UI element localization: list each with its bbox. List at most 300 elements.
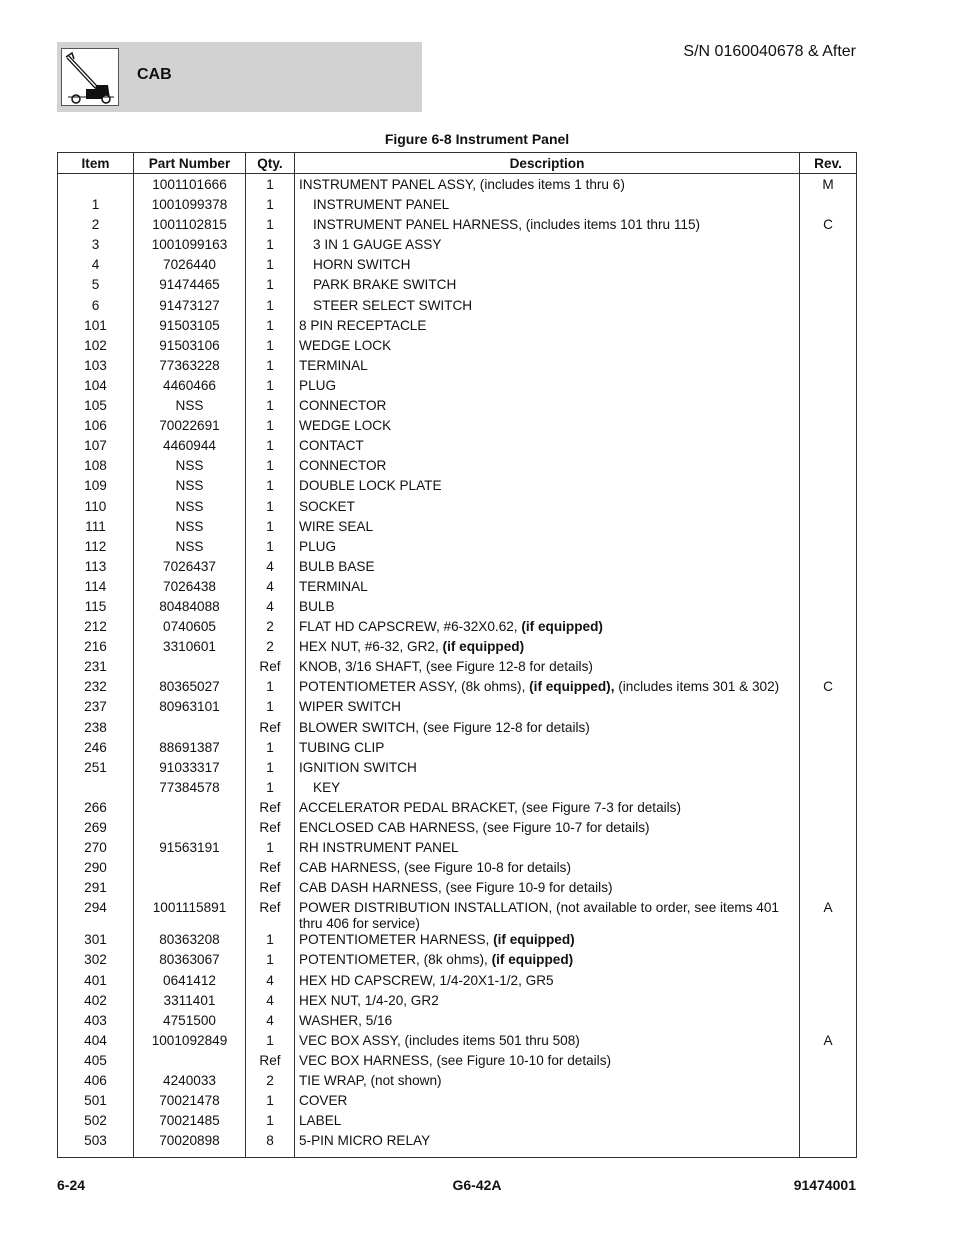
- cell-rev: [800, 458, 857, 478]
- cell-qty: 1: [246, 478, 295, 498]
- cell-qty: 1: [246, 952, 295, 972]
- table-row: [58, 740, 857, 760]
- description-main: HEX NUT, #6-32, GR2,: [299, 639, 443, 655]
- cell-qty: 1: [246, 780, 295, 800]
- cell-item: 105: [58, 398, 134, 418]
- cell-part-number: 1001099378: [134, 197, 246, 217]
- cell-rev: C: [800, 679, 857, 699]
- table-row: [58, 1073, 857, 1093]
- table-row: [58, 760, 857, 780]
- description-main: ENCLOSED CAB HARNESS, (see Figure 10-7 for details): [299, 820, 650, 835]
- table-row: [58, 478, 857, 498]
- cell-item: 290: [58, 860, 134, 880]
- description-text: [299, 318, 426, 333]
- table-row: [58, 378, 857, 398]
- cell-item: 238: [58, 720, 134, 740]
- cell-item: 2: [58, 217, 134, 237]
- cell-part-number: 91503106: [134, 338, 246, 358]
- column-header-rev: Rev.: [800, 153, 857, 174]
- cell-qty: 1: [246, 1033, 295, 1053]
- cell-part-number: 4460466: [134, 378, 246, 398]
- description-text: [299, 358, 368, 373]
- table-row: [58, 1033, 857, 1053]
- cell-item: 1: [58, 197, 134, 217]
- description-text: [299, 539, 336, 554]
- cell-description: [295, 539, 800, 559]
- description-text: [299, 579, 368, 594]
- cell-qty: 1: [246, 840, 295, 860]
- description-text: [299, 1033, 580, 1048]
- cell-item: 503: [58, 1133, 134, 1158]
- description-text: [299, 338, 391, 353]
- cell-part-number: 77384578: [134, 780, 246, 800]
- description-text: [299, 699, 401, 714]
- description-main: TERMINAL: [299, 357, 368, 373]
- table-row: [58, 800, 857, 820]
- description-main: VEC BOX ASSY, (includes items 501 thru 508): [299, 1032, 580, 1048]
- description-text: [299, 740, 384, 755]
- table-row: [58, 1013, 857, 1033]
- table-row: [58, 639, 857, 659]
- cell-qty: 1: [246, 378, 295, 398]
- description-main: TUBING CLIP: [299, 739, 385, 755]
- description-text: [299, 993, 439, 1008]
- cell-qty: 1: [246, 277, 295, 297]
- cell-description: [295, 318, 800, 338]
- description-text: [299, 880, 613, 895]
- cell-rev: A: [800, 1033, 857, 1053]
- cell-qty: 4: [246, 559, 295, 579]
- cell-part-number: 7026440: [134, 257, 246, 277]
- description-main: IGNITION SWITCH: [299, 759, 417, 775]
- cell-qty: 4: [246, 1013, 295, 1033]
- cell-qty: Ref: [246, 800, 295, 820]
- column-header-qty: Qty.: [246, 153, 295, 174]
- cell-rev: [800, 539, 857, 559]
- cell-rev: [800, 579, 857, 599]
- cell-description: [295, 1133, 800, 1158]
- cell-item: 251: [58, 760, 134, 780]
- cell-description: [295, 197, 800, 217]
- cell-qty: 1: [246, 760, 295, 780]
- cell-description: [295, 993, 800, 1013]
- cell-qty: 1: [246, 338, 295, 358]
- description-emphasis: (if equipped): [491, 952, 574, 968]
- description-text: [299, 720, 590, 735]
- description-text: [299, 679, 779, 694]
- cell-rev: [800, 197, 857, 217]
- description-text: [299, 820, 650, 835]
- cell-item: 406: [58, 1073, 134, 1093]
- cell-description: [295, 932, 800, 952]
- cell-item: 110: [58, 499, 134, 519]
- cell-rev: [800, 780, 857, 800]
- cell-part-number: 70022691: [134, 418, 246, 438]
- description-main: KNOB, 3/16 SHAFT, (see Figure 12-8 for details): [299, 659, 593, 675]
- table-row: [58, 257, 857, 277]
- cell-part-number: 1001115891: [134, 900, 246, 932]
- cell-description: [295, 217, 800, 237]
- cell-part-number: 1001102815: [134, 217, 246, 237]
- cell-rev: [800, 973, 857, 993]
- description-text: [299, 559, 375, 574]
- table-row: [58, 519, 857, 539]
- description-main: SOCKET: [299, 498, 355, 514]
- cell-description: [295, 740, 800, 760]
- table-row: [58, 237, 857, 257]
- description-text: [299, 780, 340, 795]
- description-main: POTENTIOMETER, (8k ohms),: [299, 952, 492, 968]
- description-main: INSTRUMENT PANEL HARNESS, (includes items 101 thru 115): [313, 217, 701, 233]
- description-text: [299, 177, 625, 192]
- cell-part-number: 3310601: [134, 639, 246, 659]
- cell-qty: 4: [246, 579, 295, 599]
- cell-item: 101: [58, 318, 134, 338]
- cell-rev: [800, 760, 857, 780]
- cell-part-number: [134, 659, 246, 679]
- cell-description: [295, 820, 800, 840]
- cell-qty: 1: [246, 418, 295, 438]
- description-main: PARK BRAKE SWITCH: [313, 277, 457, 293]
- description-text: [299, 1073, 442, 1088]
- cell-rev: [800, 659, 857, 679]
- description-main: 5-PIN MICRO RELAY: [299, 1133, 431, 1149]
- cell-item: 6: [58, 298, 134, 318]
- description-text: [299, 478, 442, 493]
- cell-part-number: 70021485: [134, 1113, 246, 1133]
- cell-item: 212: [58, 619, 134, 639]
- cell-part-number: 1001099163: [134, 237, 246, 257]
- cell-qty: Ref: [246, 860, 295, 880]
- cell-part-number: 4240033: [134, 1073, 246, 1093]
- cell-rev: [800, 438, 857, 458]
- description-main: KEY: [313, 779, 341, 795]
- description-main: LABEL: [299, 1113, 342, 1129]
- cell-rev: [800, 499, 857, 519]
- cell-item: 403: [58, 1013, 134, 1033]
- cell-description: [295, 1073, 800, 1093]
- cell-qty: 1: [246, 398, 295, 418]
- table-row: [58, 1113, 857, 1133]
- cell-description: [295, 1093, 800, 1113]
- description-emphasis: (if equipped): [493, 932, 575, 948]
- table-row: [58, 277, 857, 297]
- cell-description: [295, 418, 800, 438]
- cell-item: 302: [58, 952, 134, 972]
- description-text: [299, 1093, 347, 1108]
- cell-part-number: NSS: [134, 499, 246, 519]
- cell-qty: Ref: [246, 1053, 295, 1073]
- description-main: TIE WRAP, (not shown): [299, 1073, 442, 1089]
- cell-description: [295, 900, 800, 932]
- cell-item: 114: [58, 579, 134, 599]
- cell-qty: 2: [246, 639, 295, 659]
- cell-qty: 1: [246, 174, 295, 198]
- cell-qty: Ref: [246, 880, 295, 900]
- table-row: [58, 880, 857, 900]
- table-row: [58, 358, 857, 378]
- table-row: [58, 499, 857, 519]
- cell-description: [295, 398, 800, 418]
- table-row: [58, 973, 857, 993]
- cell-item: 246: [58, 740, 134, 760]
- description-main: VEC BOX HARNESS, (see Figure 10-10 for details): [299, 1052, 612, 1068]
- cell-rev: A: [800, 900, 857, 932]
- description-main: WEDGE LOCK: [299, 337, 392, 353]
- cell-rev: [800, 559, 857, 579]
- section-title: CAB: [137, 66, 172, 83]
- description-main: STEER SELECT SWITCH: [313, 297, 473, 313]
- table-row: [58, 318, 857, 338]
- cell-rev: [800, 639, 857, 659]
- cell-rev: [800, 1053, 857, 1073]
- description-text: [299, 217, 700, 232]
- cell-description: [295, 619, 800, 639]
- cell-part-number: 91474465: [134, 277, 246, 297]
- cell-rev: M: [800, 174, 857, 198]
- cell-description: [295, 519, 800, 539]
- cell-description: [295, 840, 800, 860]
- cell-description: [295, 780, 800, 800]
- description-emphasis: (if equipped),: [529, 679, 615, 695]
- cell-item: 269: [58, 820, 134, 840]
- cell-part-number: [134, 820, 246, 840]
- table-row: [58, 679, 857, 699]
- cell-rev: [800, 993, 857, 1013]
- description-emphasis: (if equipped): [521, 619, 603, 635]
- description-text: [299, 277, 456, 292]
- cell-part-number: 70021478: [134, 1093, 246, 1113]
- cell-part-number: 91503105: [134, 318, 246, 338]
- table-row: [58, 780, 857, 800]
- cell-rev: [800, 619, 857, 639]
- cell-qty: Ref: [246, 820, 295, 840]
- cell-item: 102: [58, 338, 134, 358]
- cell-item: 115: [58, 599, 134, 619]
- table-row: [58, 197, 857, 217]
- cell-qty: 1: [246, 257, 295, 277]
- cell-part-number: 80963101: [134, 699, 246, 719]
- description-main: HEX NUT, 1/4-20, GR2: [299, 992, 439, 1008]
- cell-qty: 1: [246, 932, 295, 952]
- cell-description: [295, 699, 800, 719]
- table-row: [58, 174, 857, 198]
- cell-item: 106: [58, 418, 134, 438]
- cell-part-number: 4460944: [134, 438, 246, 458]
- description-text: [299, 639, 524, 654]
- cell-item: 270: [58, 840, 134, 860]
- cell-item: 109: [58, 478, 134, 498]
- cell-part-number: 70020898: [134, 1133, 246, 1158]
- cell-description: [295, 478, 800, 498]
- cell-qty: Ref: [246, 900, 295, 932]
- description-text: [299, 860, 571, 875]
- cell-description: [295, 800, 800, 820]
- description-main: PLUG: [299, 538, 337, 554]
- cell-item: 404: [58, 1033, 134, 1053]
- description-text: [299, 298, 472, 313]
- column-header-item: Item: [58, 153, 134, 174]
- cell-item: 402: [58, 993, 134, 1013]
- description-text: [299, 1053, 611, 1068]
- cell-item: [58, 174, 134, 198]
- cell-description: [295, 1033, 800, 1053]
- description-suffix: (includes items 301 & 302): [614, 679, 780, 695]
- cell-part-number: 80365027: [134, 679, 246, 699]
- model-number: G6-42A: [452, 1177, 502, 1193]
- cell-part-number: 91563191: [134, 840, 246, 860]
- cell-part-number: NSS: [134, 458, 246, 478]
- cell-description: [295, 659, 800, 679]
- column-header-part-number: Part Number: [134, 153, 246, 174]
- cell-part-number: 80363208: [134, 932, 246, 952]
- description-main: RH INSTRUMENT PANEL: [299, 840, 459, 856]
- cell-qty: 4: [246, 599, 295, 619]
- cell-qty: 1: [246, 298, 295, 318]
- description-main: 8 PIN RECEPTACLE: [299, 317, 427, 333]
- cell-part-number: [134, 860, 246, 880]
- cell-rev: [800, 478, 857, 498]
- cell-rev: [800, 599, 857, 619]
- cell-rev: [800, 1113, 857, 1133]
- table-row: [58, 599, 857, 619]
- description-text: [299, 458, 386, 473]
- cell-description: [295, 579, 800, 599]
- cell-part-number: 88691387: [134, 740, 246, 760]
- cell-item: 237: [58, 699, 134, 719]
- table-row: [58, 217, 857, 237]
- description-text: [299, 800, 681, 815]
- serial-number-range: S/N 0160040678 & After: [683, 43, 856, 60]
- cell-rev: [800, 1013, 857, 1033]
- cell-item: 231: [58, 659, 134, 679]
- table-header-row: [58, 153, 857, 174]
- description-main: WIPER SWITCH: [299, 699, 401, 715]
- cell-item: 108: [58, 458, 134, 478]
- cell-qty: 1: [246, 1113, 295, 1133]
- description-main: HEX HD CAPSCREW, 1/4-20X1-1/2, GR5: [299, 972, 554, 988]
- cell-description: [295, 880, 800, 900]
- document-number: 91474001: [793, 1177, 856, 1193]
- table-row: [58, 932, 857, 952]
- cell-rev: [800, 1093, 857, 1113]
- cell-rev: [800, 820, 857, 840]
- table-row: [58, 579, 857, 599]
- description-emphasis: (if equipped): [442, 639, 525, 655]
- figure-title: Figure 6-8 Instrument Panel: [384, 131, 570, 147]
- description-text: [299, 659, 593, 674]
- cell-part-number: NSS: [134, 478, 246, 498]
- cell-rev: [800, 880, 857, 900]
- description-main: POWER DISTRIBUTION INSTALLATION, (not available to order, see items 401 thru 406 for service): [299, 900, 779, 932]
- cell-qty: 1: [246, 197, 295, 217]
- cell-qty: 1: [246, 458, 295, 478]
- parts-table-body: [58, 174, 857, 1158]
- cell-description: [295, 1113, 800, 1133]
- description-text: [299, 257, 410, 272]
- table-row: [58, 699, 857, 719]
- cell-rev: [800, 699, 857, 719]
- cell-description: [295, 952, 800, 972]
- cell-item: 107: [58, 438, 134, 458]
- cell-rev: [800, 800, 857, 820]
- cell-item: 294: [58, 900, 134, 932]
- description-main: ACCELERATOR PEDAL BRACKET, (see Figure 7-3 for details): [299, 799, 682, 815]
- description-text: [299, 1133, 430, 1148]
- cell-part-number: [134, 800, 246, 820]
- cell-qty: 1: [246, 679, 295, 699]
- table-row: [58, 458, 857, 478]
- cell-description: [295, 720, 800, 740]
- table-row: [58, 820, 857, 840]
- cell-item: 103: [58, 358, 134, 378]
- cell-item: 104: [58, 378, 134, 398]
- description-text: [299, 438, 364, 453]
- description-text: [299, 418, 391, 433]
- table-row: [58, 659, 857, 679]
- cell-description: [295, 378, 800, 398]
- cell-rev: [800, 378, 857, 398]
- parts-table: [57, 152, 857, 1158]
- cell-rev: [800, 720, 857, 740]
- cell-item: 405: [58, 1053, 134, 1073]
- cell-description: [295, 639, 800, 659]
- cell-part-number: 1001101666: [134, 174, 246, 198]
- description-text: [299, 499, 355, 514]
- cell-qty: 1: [246, 318, 295, 338]
- cell-description: [295, 298, 800, 318]
- cell-description: [295, 973, 800, 993]
- description-text: [299, 900, 779, 931]
- table-row: [58, 398, 857, 418]
- description-main: POTENTIOMETER ASSY, (8k ohms),: [299, 679, 530, 695]
- description-main: BLOWER SWITCH, (see Figure 12-8 for details): [299, 719, 590, 735]
- table-row: [58, 993, 857, 1013]
- table-row: [58, 438, 857, 458]
- table-row: [58, 1053, 857, 1073]
- description-text: [299, 378, 336, 393]
- description-text: [299, 840, 459, 855]
- description-text: [299, 599, 335, 614]
- cell-item: 232: [58, 679, 134, 699]
- cell-part-number: 7026438: [134, 579, 246, 599]
- cell-description: [295, 257, 800, 277]
- cell-description: [295, 760, 800, 780]
- cell-qty: Ref: [246, 659, 295, 679]
- cell-part-number: 4751500: [134, 1013, 246, 1033]
- cell-description: [295, 237, 800, 257]
- cell-description: [295, 438, 800, 458]
- cell-rev: [800, 932, 857, 952]
- description-text: [299, 398, 386, 413]
- cell-part-number: NSS: [134, 398, 246, 418]
- description-main: WEDGE LOCK: [299, 418, 392, 434]
- cell-description: [295, 1013, 800, 1033]
- table-row: [58, 338, 857, 358]
- cell-rev: [800, 1073, 857, 1093]
- description-text: [299, 760, 417, 775]
- description-main: CONTACT: [299, 438, 364, 454]
- cell-rev: [800, 418, 857, 438]
- description-text: [299, 619, 603, 634]
- cell-description: [295, 599, 800, 619]
- cell-qty: Ref: [246, 720, 295, 740]
- description-main: INSTRUMENT PANEL ASSY, (includes items 1 thru 6): [299, 177, 625, 192]
- cell-item: 401: [58, 973, 134, 993]
- table-row: [58, 1133, 857, 1158]
- cell-item: 5: [58, 277, 134, 297]
- cell-rev: [800, 1133, 857, 1158]
